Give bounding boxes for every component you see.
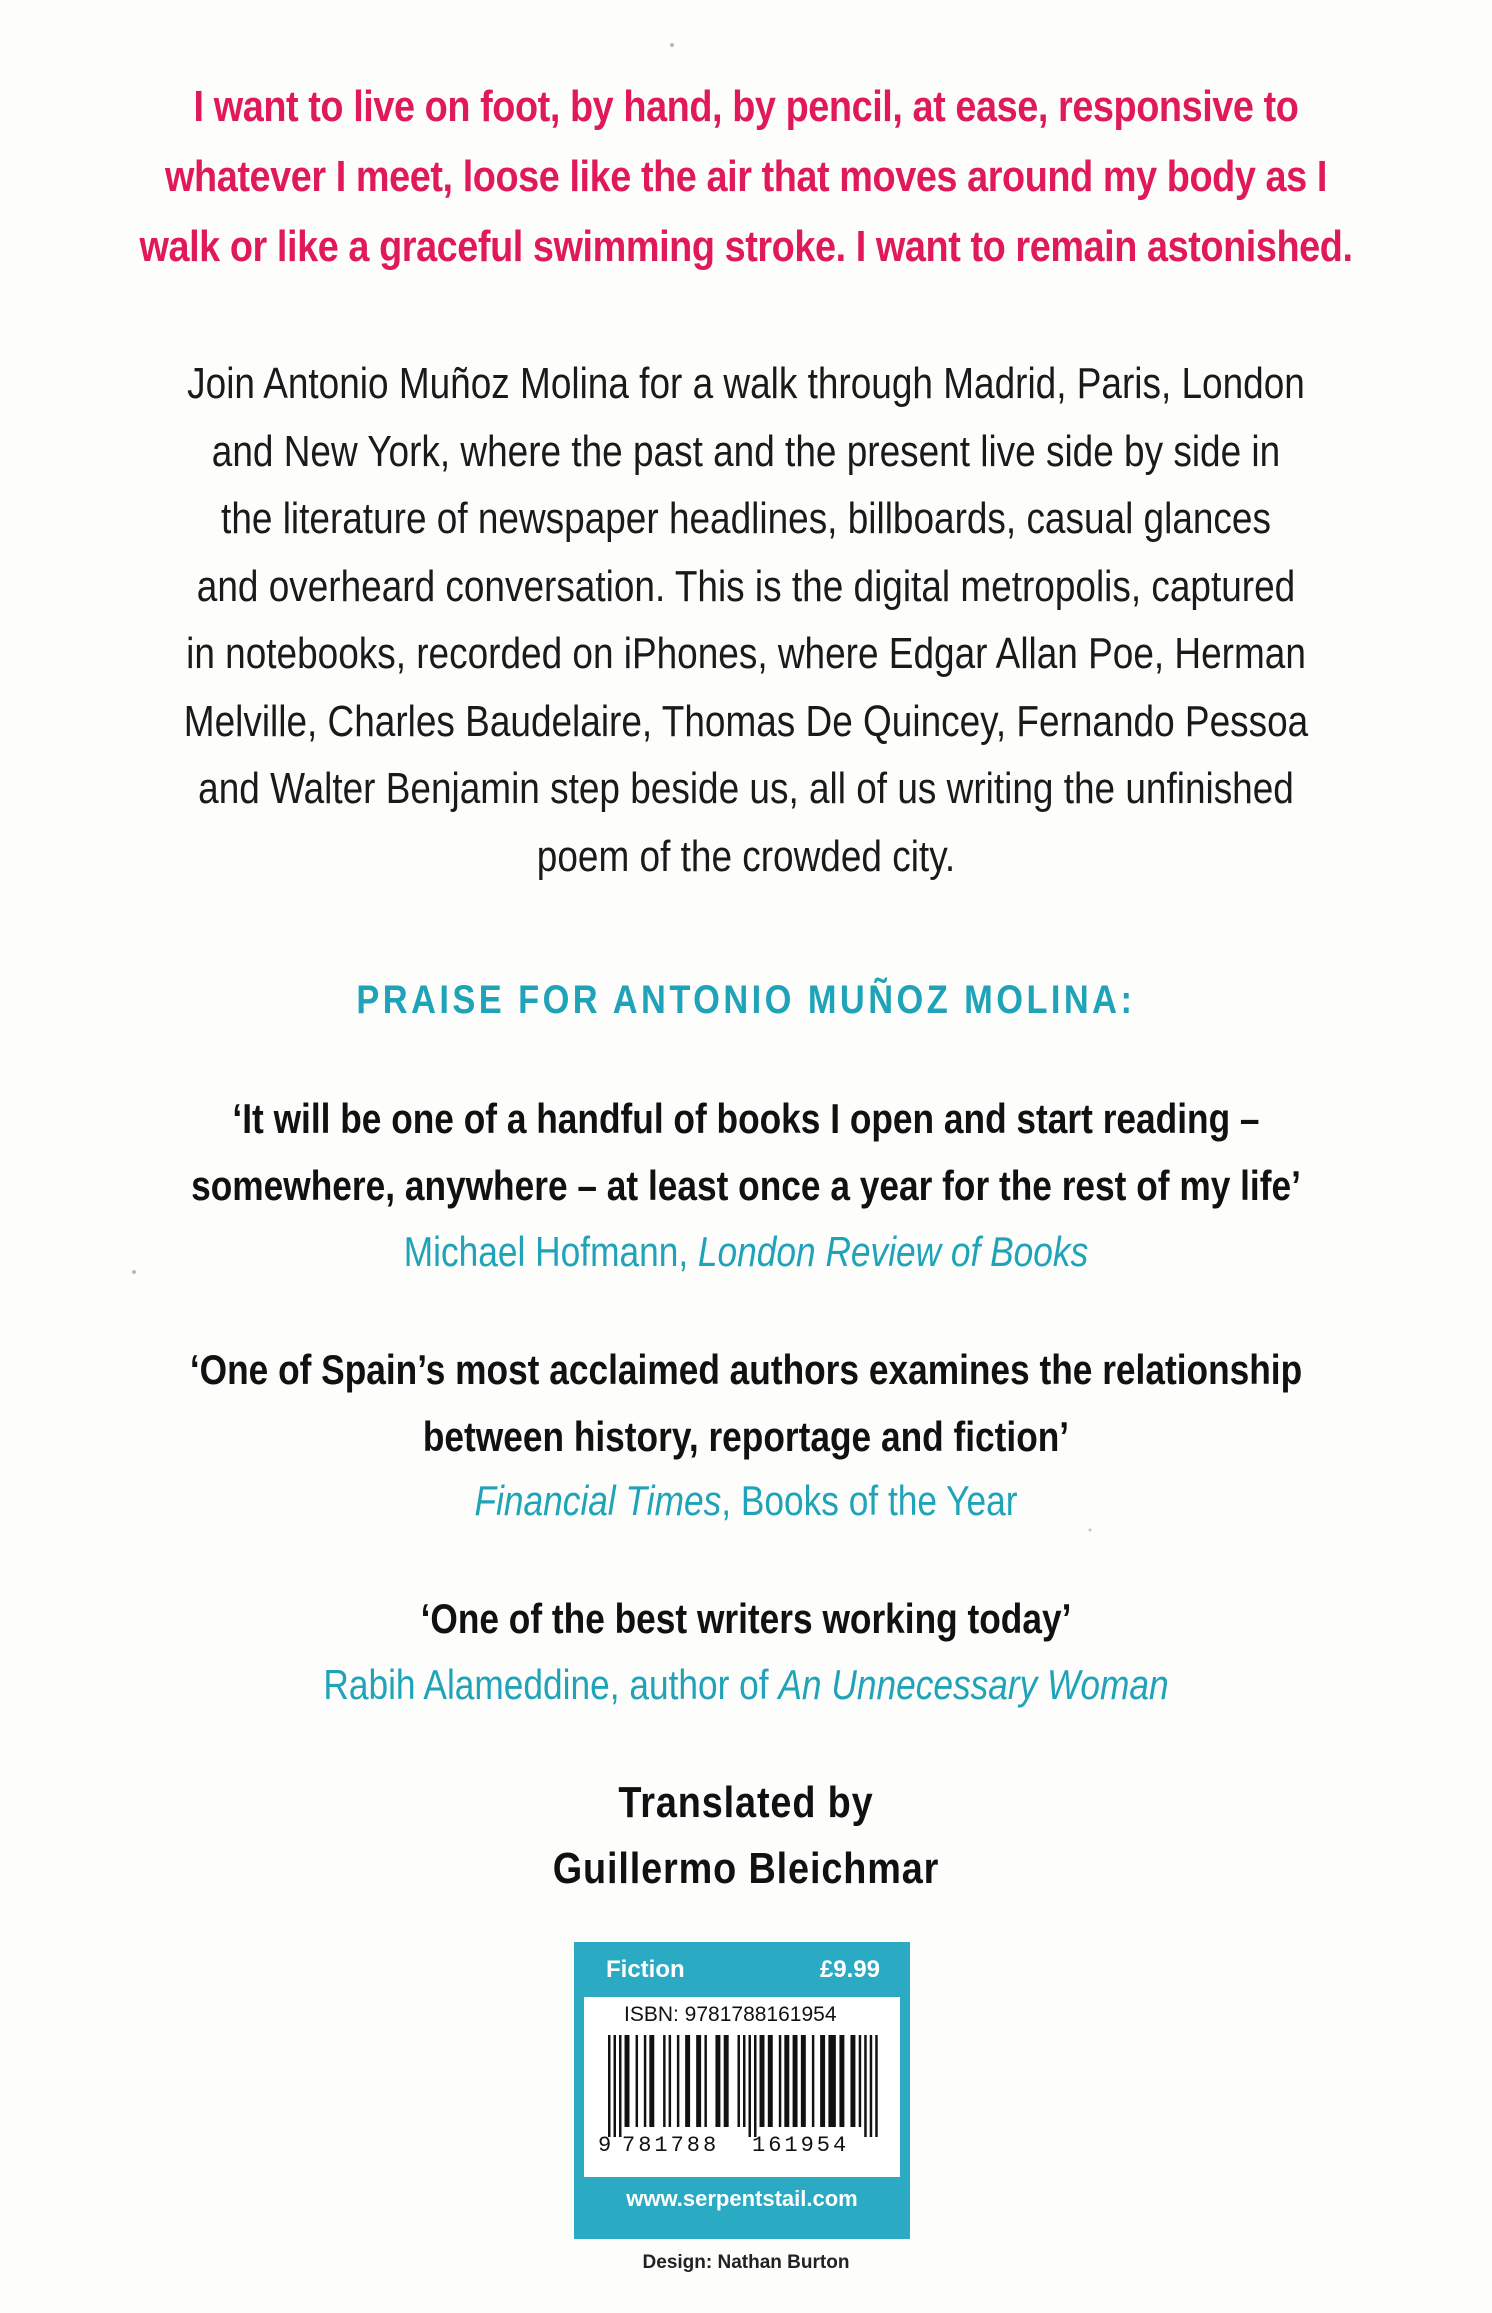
source-name: Michael Hofmann, — [403, 1228, 698, 1275]
barcode-header — [574, 1942, 910, 1997]
barcode-bar — [850, 2035, 855, 2127]
barcode-bar — [768, 2035, 773, 2127]
barcode-bar — [743, 2035, 745, 2127]
barcode-bar — [636, 2035, 638, 2127]
barcode-bar — [820, 2035, 825, 2127]
barcode-bar — [749, 2035, 751, 2137]
blurb-line: poem of the crowded city. — [536, 831, 956, 881]
barcode-bar — [784, 2035, 789, 2127]
review-quote-line: somewhere, anywhere – at least once a year for the rest of my life’ — [191, 1162, 1301, 1209]
pull-quote — [0, 72, 1492, 282]
barcode-bar — [737, 2035, 739, 2127]
barcode-bar — [875, 2035, 877, 2137]
barcode-bars — [608, 2035, 878, 2137]
barcode-bar — [724, 2035, 729, 2127]
barcode-bar — [644, 2035, 646, 2127]
barcode-bar — [812, 2035, 814, 2127]
translated-by-label: Translated by — [618, 1778, 874, 1827]
review-quote — [0, 1585, 1492, 1652]
genre-label: Fiction — [606, 1956, 685, 1983]
barcode-bar — [839, 2035, 844, 2127]
pull-quote-line: whatever I meet, loose like the air that moves around my body as I — [165, 152, 1327, 201]
barcode-bar — [614, 2035, 616, 2137]
praise-heading — [0, 970, 1492, 1030]
praise-heading-text: PRAISE FOR ANTONIO MUÑOZ MOLINA: — [356, 978, 1136, 1022]
review-quote-line: between history, reportage and fiction’ — [422, 1413, 1070, 1460]
barcode-bar — [859, 2035, 861, 2127]
barcode-bar — [696, 2035, 701, 2127]
blurb-line: the literature of newspaper headlines, billboards, casual glances — [221, 494, 1271, 543]
blurb-line: and overheard conversation. This is the digital metropolis, captured — [196, 561, 1296, 611]
review-source — [0, 1654, 1492, 1716]
translator-name: Guillermo Bleichmar — [552, 1844, 940, 1893]
review-source — [0, 1221, 1492, 1283]
barcode-bar — [828, 2035, 835, 2127]
review-source-line — [119, 1654, 1372, 1716]
source-publication: London Review of Books — [697, 1228, 1089, 1275]
barcode-bar — [677, 2035, 679, 2127]
review-source-line — [119, 1221, 1372, 1283]
blurb-paragraph — [0, 350, 1492, 890]
pull-quote-line: I want to live on foot, by hand, by pencil, at ease, responsive to — [193, 82, 1299, 131]
barcode-bar — [760, 2035, 765, 2127]
barcode-bar — [779, 2035, 781, 2127]
barcode-bar — [801, 2035, 806, 2127]
blurb-line: Melville, Charles Baudelaire, Thomas De Quincey, Fernando Pessoa — [183, 696, 1309, 746]
translator-credit — [0, 1770, 1492, 1902]
review-source — [0, 1470, 1492, 1532]
isbn-label: ISBN: 9781788161954 — [624, 2003, 837, 2026]
pull-quote-line: walk or like a graceful swimming stroke. I want to remain astonished. — [139, 222, 1353, 271]
barcode-bar — [669, 2035, 671, 2127]
publisher-website: www.serpentstail.com — [626, 2186, 858, 2211]
barcode-bar — [704, 2035, 706, 2127]
barcode-bar — [793, 2035, 798, 2127]
barcode-box — [584, 1997, 900, 2177]
blurb-line: Join Antonio Muñoz Molina for a walk through Madrid, Paris, London — [187, 359, 1305, 408]
barcode-bar — [864, 2035, 866, 2137]
barcode-digits-right: 161954 — [752, 2133, 850, 2158]
review-quote — [0, 1085, 1492, 1219]
barcode-bar — [619, 2035, 621, 2137]
barcode-panel — [574, 1942, 910, 2239]
source-suffix: , Books of the Year — [721, 1477, 1018, 1524]
barcode-bar — [649, 2035, 654, 2127]
review-quote-line: ‘One of the best writers working today’ — [420, 1595, 1072, 1642]
barcode-bar — [754, 2035, 756, 2137]
review-quote — [0, 1336, 1492, 1470]
barcode-bar — [663, 2035, 665, 2127]
price-label: £9.99 — [819, 1956, 880, 1983]
barcode-digit-first: 9 — [598, 2133, 612, 2158]
source-publication: Financial Times — [474, 1477, 722, 1524]
blurb-line: and New York, where the past and the present live side by side in — [211, 426, 1281, 476]
barcode-bar — [685, 2035, 690, 2127]
source-name: Rabih Alameddine, author of — [323, 1661, 779, 1708]
barcode-bar — [608, 2035, 610, 2137]
blurb-line: in notebooks, recorded on iPhones, where Edgar Allan Poe, Herman — [186, 629, 1306, 678]
design-credit: Design: Nathan Burton — [642, 2252, 850, 2273]
blurb-line: and Walter Benjamin step beside us, all of us writing the unfinished — [198, 764, 1294, 813]
review-quote-line: ‘It will be one of a handful of books I open and start reading – — [232, 1095, 1260, 1142]
barcode-bar — [715, 2035, 720, 2127]
barcode-bar — [870, 2035, 872, 2137]
review-quote-line: ‘One of Spain’s most acclaimed authors examines the relationship — [189, 1346, 1303, 1393]
review-source-line — [119, 1470, 1372, 1532]
barcode-digits — [598, 2133, 890, 2165]
barcode-bar — [625, 2035, 630, 2127]
barcode-digits-left: 781788 — [622, 2133, 720, 2158]
source-publication: An Unnecessary Woman — [778, 1661, 1169, 1708]
